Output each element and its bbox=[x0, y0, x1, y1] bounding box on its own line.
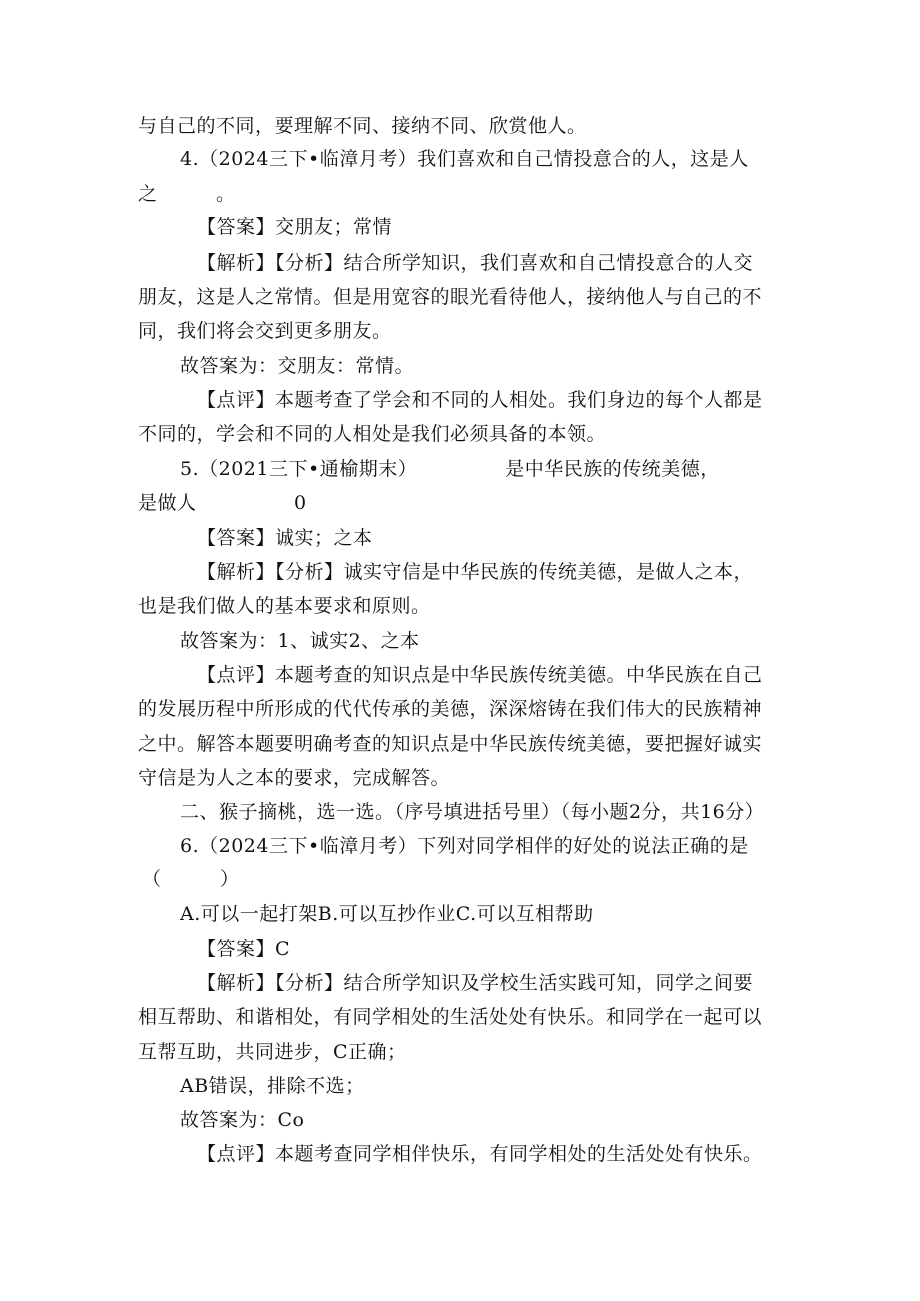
question-5-analysis: 【解析】【分析】诚实守信是中华民族的传统美德，是做人之本， bbox=[197, 561, 754, 583]
question-6-analysis: 【解析】【分析】结合所学知识及学校生活实践可知，同学之间要 bbox=[197, 972, 754, 994]
question-5-stem: 5.（2021三下•通榆期末） 是中华民族的传统美德， bbox=[180, 458, 720, 480]
question-6-options: A.可以一起打架B.可以互抄作业C.可以互相帮助 bbox=[180, 903, 594, 925]
question-6-comment: 【点评】本题考查同学相伴快乐，有同学相处的生活处处有快乐。 bbox=[197, 1143, 763, 1165]
question-4-answer: 【答案】交朋友；常情 bbox=[197, 216, 393, 238]
question-6-stem: 6.（2024三下•临漳月考）下列对同学相伴的好处的说法正确的是 bbox=[180, 835, 749, 857]
text-line: 也是我们做人的基本要求和原则。 bbox=[138, 595, 431, 617]
text-line: 同，我们将会交到更多朋友。 bbox=[138, 320, 392, 342]
question-4-comment: 【点评】本题考查了学会和不同的人相处。我们身边的每个人都是 bbox=[197, 389, 763, 411]
text-line: 与自己的不同，要理解不同、接纳不同、欣赏他人。 bbox=[138, 115, 587, 137]
question-4-final-answer: 故答案为：交朋友：常情。 bbox=[180, 355, 415, 377]
text-line: 不同的，学会和不同的人相处是我们必须具备的本领。 bbox=[138, 423, 607, 445]
text-line: 的发展历程中所形成的代代传承的美德，深深熔铸在我们伟大的民族精神 bbox=[138, 698, 763, 720]
question-6-final-answer: 故答案为：Co bbox=[180, 1109, 305, 1131]
section-heading: 二、猴子摘桃，选一选。（序号填进括号里）（每小题2分，共16分） bbox=[180, 801, 765, 823]
question-4-analysis: 【解析】【分析】结合所学知识，我们喜欢和自己情投意合的人交 bbox=[197, 252, 754, 274]
question-5-final-answer: 故答案为：1、诚实2、之本 bbox=[180, 630, 420, 652]
text-line: 守信是为人之本的要求，完成解答。 bbox=[138, 767, 451, 789]
question-5-stem-cont: 是做人 0 bbox=[138, 492, 307, 514]
text-line: AB错误，排除不选； bbox=[180, 1075, 365, 1097]
text-line: 相互帮助、和谐相处，有同学相处的生活处处有快乐。和同学在一起可以 bbox=[138, 1006, 763, 1028]
text-line: 互帮互助，共同进步，C正确； bbox=[138, 1041, 407, 1063]
question-6-answer: 【答案】C bbox=[197, 938, 291, 960]
text-line: 之中。解答本题要明确考查的知识点是中华民族传统美德，要把握好诚实 bbox=[138, 733, 763, 755]
question-4-stem: 4.（2024三下•临漳月考）我们喜欢和自己情投意合的人，这是人 bbox=[180, 148, 749, 170]
question-5-answer: 【答案】诚实；之本 bbox=[197, 527, 373, 549]
text-line: 朋友，这是人之常情。但是用宽容的眼光看待他人，接纳他人与自己的不 bbox=[138, 286, 763, 308]
question-6-blank: （ ） bbox=[142, 868, 240, 890]
question-5-comment: 【点评】本题考查的知识点是中华民族传统美德。中华民族在自己 bbox=[197, 664, 763, 686]
question-4-stem-cont: 之 。 bbox=[138, 183, 236, 205]
